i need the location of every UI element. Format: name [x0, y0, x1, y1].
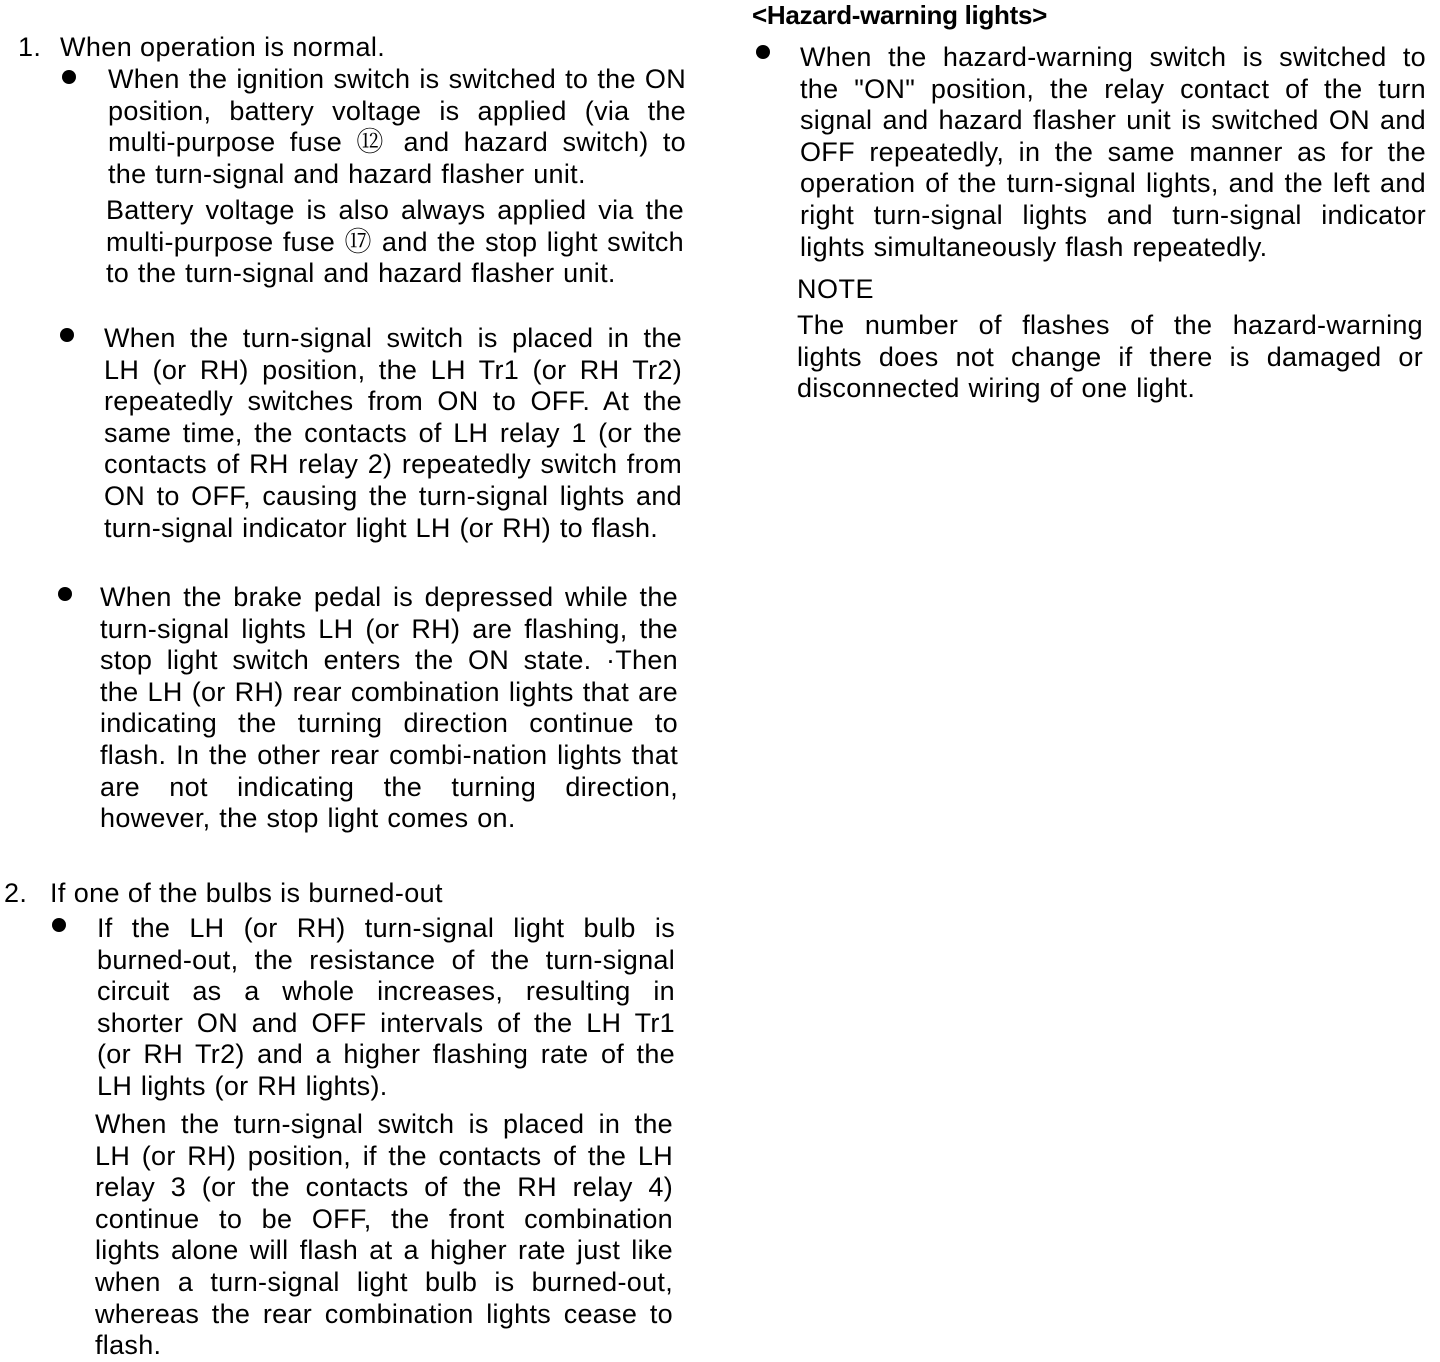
list-item-paragraph: When the turn-signal switch is placed in the LH (or RH) position, if the contacts of the LH relay 3 (or the contacts of the RH relay 4) continue to be OFF, the front combination lights alone will flash at a higher rate just like when a turn-signal light bulb is burned-out, whereas the rear combination lights cease to flash.	[95, 1109, 673, 1361]
bullet-icon	[62, 70, 76, 84]
section-number: 1.	[18, 32, 42, 62]
list-item-paragraph: Battery voltage is also always applied via the multi-purpose fuse ⑰ and the stop light switch to the turn-signal and hazard flasher unit.	[106, 195, 684, 289]
list-item-paragraph: When the hazard-warning switch is switched to the "ON" position, the relay contact of the turn signal and hazard flasher unit is switched ON and OFF repeatedly, in the same manner as for the operation of the turn-signal lights, and the left and right turn-signal lights and turn-signal indicator lights simultaneously flash repeatedly.	[800, 42, 1426, 262]
bullet-icon	[60, 328, 74, 342]
list-item-paragraph: When the brake pedal is depressed while the turn-signal lights LH (or RH) are flashing, the stop light switch enters the ON state. ·Then the LH (or RH) rear combination lights that are indicating the turning direction continue to flash. In the other rear combi-nation lights that are not indicating the turning direction, however, the stop light comes on.	[100, 582, 678, 834]
list-item-paragraph: When the ignition switch is switched to the ON position, battery voltage is applied (via the multi-purpose fuse ⑫ and hazard switch) to the turn-signal and hazard flasher unit.	[108, 64, 686, 189]
section-heading: <Hazard-warning lights>	[752, 0, 1048, 30]
list-item-paragraph: If the LH (or RH) turn-signal light bulb is burned-out, the resistance of the turn-signal circuit as a whole increases, resulting in shorter ON and OFF intervals of the LH Tr1 (or RH Tr2) and a higher flashing rate of the LH lights (or RH lights).	[97, 913, 675, 1101]
note-text: The number of flashes of the hazard-warning lights does not change if there is damaged or disconnected wiring of one light.	[797, 310, 1423, 404]
note-label: NOTE	[797, 274, 875, 304]
list-item-paragraph: When the turn-signal switch is placed in the LH (or RH) position, the LH Tr1 (or RH Tr2) repeatedly switches from ON to OFF. At the same time, the contacts of LH relay 1 (or the contacts of RH relay 2) repeatedly switch from ON to OFF, causing the turn-signal lights and turn-signal indicator light LH (or RH) to flash.	[104, 323, 682, 543]
section-title: When operation is normal.	[60, 32, 386, 62]
bullet-icon	[756, 45, 770, 59]
section-number: 2.	[4, 878, 28, 908]
bullet-icon	[52, 918, 66, 932]
bullet-icon	[58, 587, 72, 601]
section-title: If one of the bulbs is burned-out	[50, 878, 443, 908]
